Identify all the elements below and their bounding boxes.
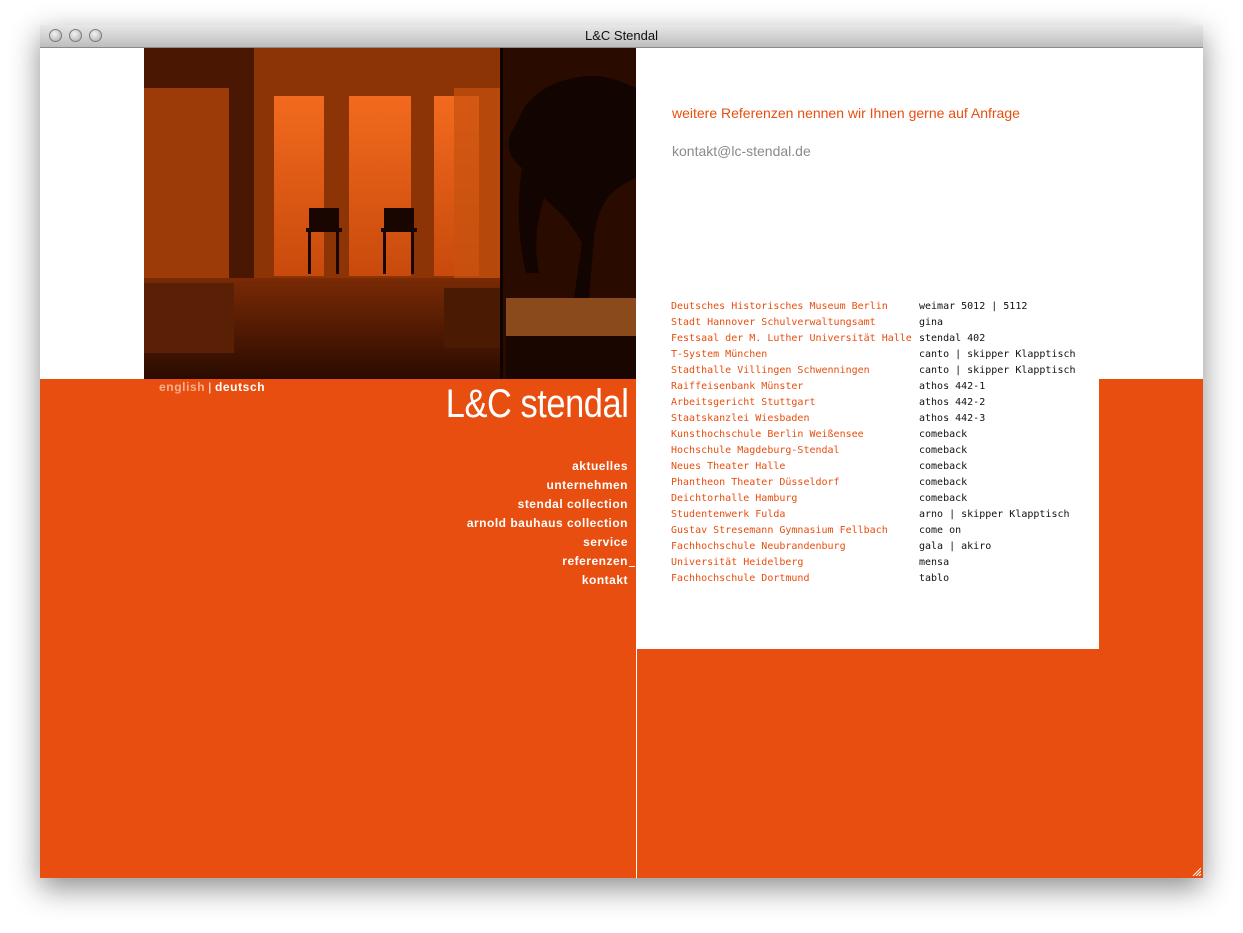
reference-row	[671, 395, 1091, 411]
reference-row	[671, 555, 1091, 571]
reference-row	[671, 443, 1091, 459]
reference-row	[671, 571, 1091, 587]
reference-row	[671, 379, 1091, 395]
reference-place: Fachhochschule Neubrandenburg	[671, 541, 846, 552]
reference-product: canto | skipper Klapptisch	[919, 365, 1076, 376]
reference-place: Fachhochschule Dortmund	[671, 573, 810, 584]
reference-place: Arbeitsgericht Stuttgart	[671, 397, 816, 408]
reference-place: Stadthalle Villingen Schwenningen	[671, 365, 870, 376]
reference-place: Deichtorhalle Hamburg	[671, 493, 798, 504]
brand-logo-text[interactable]: L&C stendal	[445, 382, 628, 426]
reference-product: comeback	[919, 477, 968, 488]
reference-place: Raiffeisenbank Münster	[671, 381, 804, 392]
reference-product: comeback	[919, 445, 968, 456]
reference-product: mensa	[919, 557, 950, 568]
hero-photo	[144, 48, 636, 379]
resize-grip-icon[interactable]	[1191, 866, 1201, 876]
reference-product: arno | skipper Klapptisch	[919, 509, 1070, 520]
reference-place: Universität Heidelberg	[671, 557, 804, 568]
orange-panel-right	[1099, 379, 1203, 649]
reference-product: come on	[919, 525, 962, 536]
nav-item-service[interactable]: service	[583, 535, 628, 549]
language-switcher	[159, 380, 265, 394]
reference-row	[671, 507, 1091, 523]
nav-item-kontakt[interactable]: kontakt	[581, 573, 628, 587]
reference-product: comeback	[919, 461, 968, 472]
nav-item-referenzen[interactable]: referenzen	[467, 552, 635, 571]
browser-window	[40, 25, 1203, 878]
reference-row	[671, 427, 1091, 443]
reference-product: stendal 402	[919, 333, 986, 344]
reference-product: weimar 5012 | 5112	[919, 301, 1028, 312]
contact-email-link[interactable]: kontakt@lc-stendal.de	[672, 143, 811, 159]
references-list	[671, 299, 1091, 587]
reference-row	[671, 299, 1091, 315]
reference-product: gala | akiro	[919, 541, 992, 552]
reference-place: Phantheon Theater Düsseldorf	[671, 477, 840, 488]
reference-product: athos 442-2	[919, 397, 986, 408]
reference-place: Deutsches Historisches Museum Berlin	[671, 301, 888, 312]
reference-product: tablo	[919, 573, 950, 584]
reference-product: gina	[919, 317, 944, 328]
language-separator: |	[208, 380, 212, 394]
reference-product: athos 442-1	[919, 381, 986, 392]
language-english-link[interactable]: english	[159, 380, 206, 394]
reference-row	[671, 347, 1091, 363]
reference-row	[671, 539, 1091, 555]
nav-item-stendal-collection[interactable]: stendal collection	[517, 497, 628, 511]
orange-panel-left	[40, 379, 636, 878]
reference-product: athos 442-3	[919, 413, 986, 424]
reference-row	[671, 475, 1091, 491]
reference-row	[671, 331, 1091, 347]
page-content	[40, 48, 1203, 878]
title-bar[interactable]	[40, 25, 1203, 48]
reference-place: Kunsthochschule Berlin Weißensee	[671, 429, 864, 440]
reference-place: Gustav Stresemann Gymnasium Fellbach	[671, 525, 888, 536]
reference-row	[671, 411, 1091, 427]
references-tagline: weitere Referenzen nennen wir Ihnen gerne auf Anfrage	[672, 105, 1020, 121]
reference-product: comeback	[919, 493, 968, 504]
reference-row	[671, 363, 1091, 379]
reference-product: canto | skipper Klapptisch	[919, 349, 1076, 360]
reference-product: comeback	[919, 429, 968, 440]
reference-row	[671, 491, 1091, 507]
orange-panel-bottom	[637, 649, 1203, 878]
reference-place: Staatskanzlei Wiesbaden	[671, 413, 810, 424]
reference-place: Studentenwerk Fulda	[671, 509, 786, 520]
nav-item-arnold-bauhaus-collection[interactable]: arnold bauhaus collection	[466, 516, 628, 530]
reference-row	[671, 459, 1091, 475]
language-deutsch-link[interactable]: deutsch	[214, 380, 266, 394]
reference-place: Hochschule Magdeburg-Stendal	[671, 445, 840, 456]
reference-place: Neues Theater Halle	[671, 461, 786, 472]
reference-place: T-System München	[671, 349, 768, 360]
reference-place: Festsaal der M. Luther Universität Halle	[671, 333, 912, 344]
nav-item-aktuelles[interactable]: aktuelles	[572, 459, 628, 473]
reference-place: Stadt Hannover Schulverwaltungsamt	[671, 317, 876, 328]
window-title: L&C Stendal	[585, 28, 658, 43]
nav-item-unternehmen[interactable]: unternehmen	[546, 478, 628, 492]
main-navigation	[467, 457, 628, 590]
reference-row	[671, 523, 1091, 539]
reference-row	[671, 315, 1091, 331]
